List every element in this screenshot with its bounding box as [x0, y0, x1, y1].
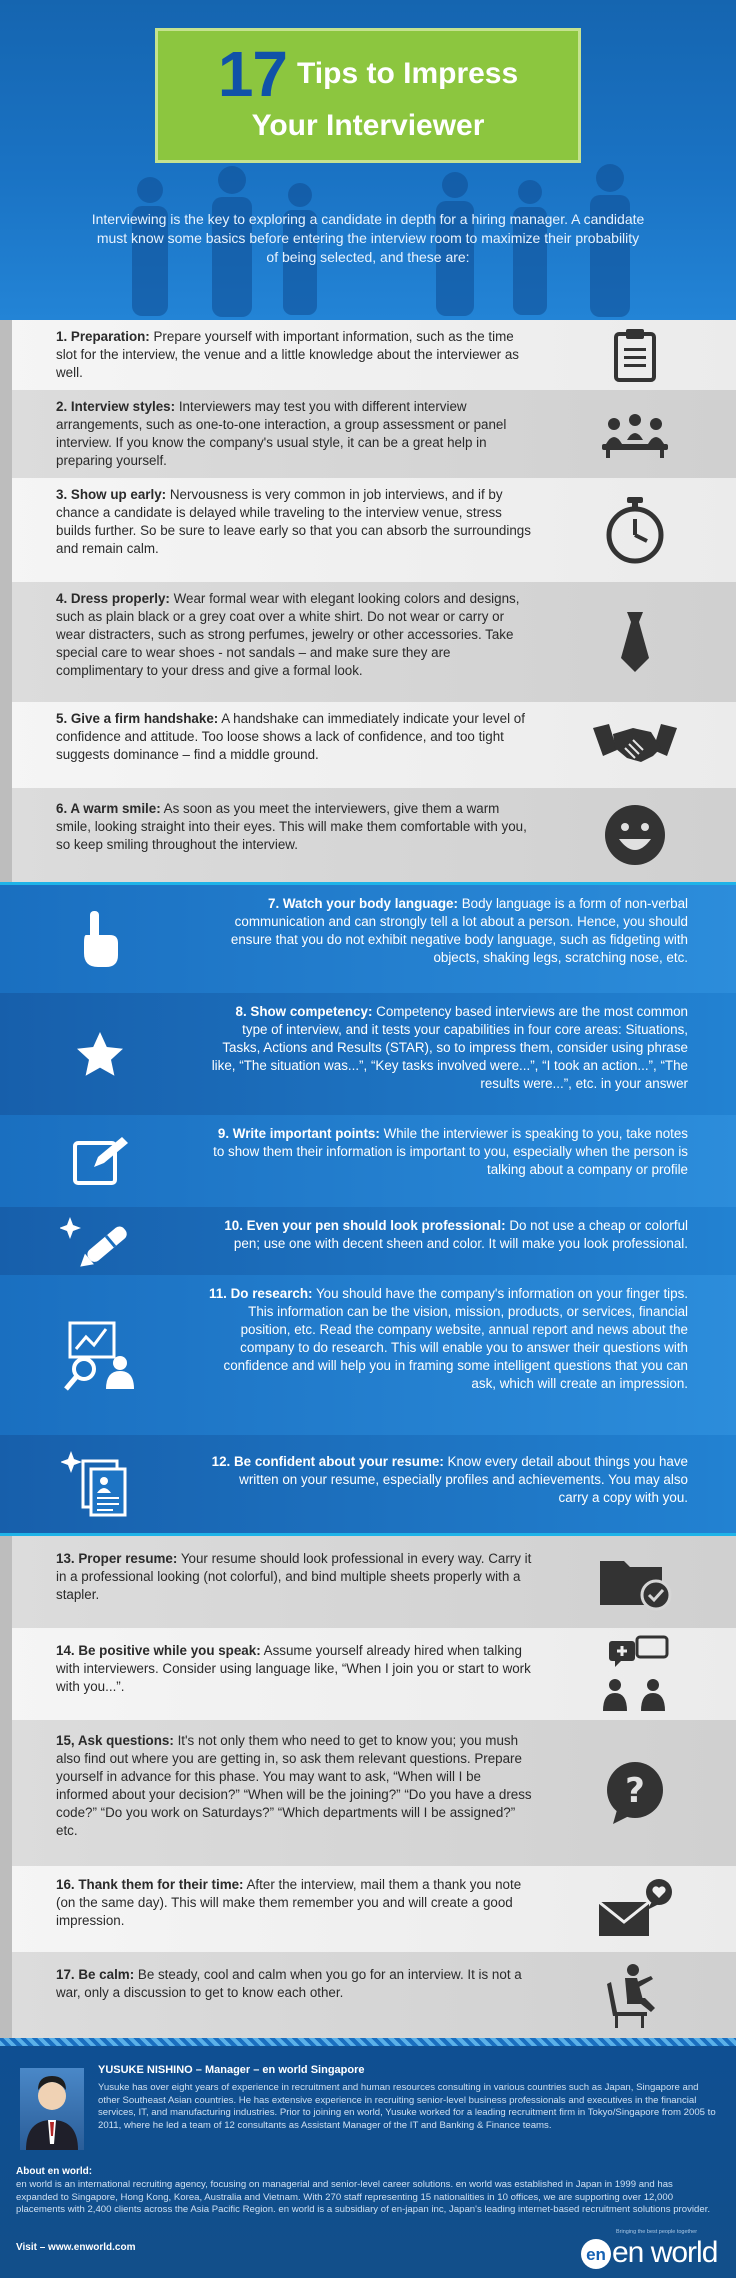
- tip-text: [56, 1550, 536, 1604]
- tip-5: [0, 702, 736, 788]
- tip-title: 8. Show competency:: [235, 1004, 373, 1019]
- tip-body: Nervousness is very common in job interviews, and if by chance a candidate is delayed while traveling to the interview venue, stress builds further. So be sure to leave early so that you can absorb the surroundings and remain calm.: [56, 487, 531, 556]
- smiley-icon: [580, 788, 690, 882]
- tip-title: 6. A warm smile:: [56, 801, 161, 816]
- tip-7: [0, 885, 736, 993]
- panel-interview-icon: [580, 390, 690, 478]
- tip-text: [208, 1003, 688, 1093]
- tip-body: Your resume should look professional in every way. Carry it in a professional looking (not colorful), and bind multiple sheets properly with a stapler.: [56, 1551, 532, 1602]
- tip-body: Do not use a cheap or colorful pen; use one with decent sheen and color. It will make you look professional.: [233, 1218, 688, 1251]
- tip-text: [56, 328, 536, 382]
- tip-title: 16. Thank them for their time:: [56, 1877, 244, 1892]
- tip-2: [0, 390, 736, 478]
- tip-body: Interviewers may test you with different interview arrangements, such as one-to-one interaction, a group assessment or panel interview. If you know the company's usual style, it can be a great help in preparing yourself.: [56, 399, 507, 468]
- conversation-icon: [580, 1628, 690, 1720]
- tip-title: 14. Be positive while you speak:: [56, 1643, 261, 1658]
- tip-body: You should have the company's information on your finger tips. This information can be the vision, mission, products, or services, financial position, etc. Read the company website, annual report and news about the company to do research. This will enable you to answer their questions with confidence and will help you in framing some intelligent questions that you can ask, which will create an impression.: [223, 1286, 688, 1391]
- tip-6: [0, 788, 736, 882]
- tip-body: Prepare yourself with important information, such as the time slot for the interview, the venue and a little knowledge about the interviewer as well.: [56, 329, 519, 380]
- tip-body: Be steady, cool and calm when you go for an interview. It is not a war, only a discussion to get to know each other.: [56, 1967, 522, 2000]
- footer: [0, 2046, 736, 2278]
- tip-body: A handshake can immediately indicate your level of confidence and attitude. Too loose shows a lack of confidence, and too tight suggests dominance – find a middle ground.: [56, 711, 525, 762]
- tip-13: [0, 1536, 736, 1628]
- logo-mark: en: [586, 2245, 606, 2264]
- tip-body: Know every detail about things you have written on your resume, especially profiles and achievements. You may also carry a copy with you.: [239, 1454, 688, 1505]
- intro-text: Interviewing is the key to exploring a candidate in depth for a hiring manager. A candidate must know some basics before entering the interview room to maximize their probability of being selected, and these are:: [91, 211, 645, 265]
- question-bubble-icon: [580, 1720, 690, 1866]
- necktie-icon: [580, 582, 690, 702]
- tip-body: It's not only them who need to get to know you; you mush also find out where you are getting in, so ask them relevant questions. Prepare yourself in advance for this phase. You may want to ask, “When will I be informed about your decision?” “When will be the joining?” “Do you have a dress code?” “Do you work on Saturdays?” “Which departments will I be assigned?” etc.: [56, 1733, 532, 1838]
- tip-15: [0, 1720, 736, 1866]
- stopwatch-icon: [580, 478, 690, 582]
- tip-body: Competency based interviews are the most common type of interview, and it tests your capabilities in four core areas: Situations, Tasks, Actions and Results (STAR), so to impress them, consider using phrase like, “The situation was...”, “Key tasks involved were...”, “I took an action...”, “The results were...”, etc. in your answer: [211, 1004, 688, 1091]
- author-name: YUSUKE NISHINO – Manager – en world Singapore: [98, 2064, 365, 2076]
- research-icon: [40, 1275, 160, 1435]
- tip-1: [0, 320, 736, 390]
- logo-text: en world: [612, 2236, 718, 2269]
- tip-title: 12. Be confident about your resume:: [211, 1454, 444, 1469]
- tip-title: 15, Ask questions:: [56, 1733, 174, 1748]
- tip-text: [56, 486, 536, 558]
- tip-17: [0, 1952, 736, 2038]
- tip-title: 3. Show up early:: [56, 487, 167, 502]
- tip-14: [0, 1628, 736, 1720]
- pen-icon: [40, 1207, 160, 1275]
- title-banner: [155, 28, 581, 163]
- envelope-heart-icon: [580, 1866, 690, 1952]
- folder-check-icon: [580, 1536, 690, 1628]
- hand-gesture-icon: [40, 885, 160, 993]
- title-line-2: Your Interviewer: [251, 109, 485, 142]
- relaxed-person-icon: [580, 1952, 690, 2038]
- tip-text: [56, 1966, 536, 2002]
- tip-16: [0, 1866, 736, 1952]
- tip-title: 9. Write important points:: [217, 1126, 380, 1141]
- handshake-icon: [580, 702, 690, 788]
- footer-stripe: [0, 2038, 736, 2046]
- tip-title: 7. Watch your body language:: [268, 896, 458, 911]
- tip-body: Wear formal wear with elegant looking colors and designs, such as plain black or a grey coat over a white shirt. Do not wear or carry or wear distracters, such as strong perfumes, jewelry or other accessories. Take special care to wear shoes - not sandals – and make sure they are complimentary to your dress and give a formal look.: [56, 591, 520, 678]
- tip-text: [56, 1642, 536, 1696]
- tip-text: [208, 1217, 688, 1253]
- tip-text: [208, 1285, 688, 1393]
- tip-text: [56, 710, 536, 764]
- star-icon: [40, 993, 160, 1115]
- title-line-1: Tips to Impress: [297, 57, 519, 90]
- header: [0, 0, 736, 320]
- tip-11: [0, 1275, 736, 1435]
- tips-list: [0, 320, 736, 2038]
- about-heading: About en world:: [16, 2166, 93, 2177]
- tip-text: [56, 1876, 536, 1930]
- tip-text: [56, 590, 536, 680]
- tip-title: 4. Dress properly:: [56, 591, 170, 606]
- tip-12: [0, 1435, 736, 1533]
- tip-count: 17: [217, 38, 287, 110]
- website-link[interactable]: Visit – www.enworld.com: [16, 2242, 136, 2253]
- tip-text: [56, 800, 536, 854]
- about-text: en world is an international recruiting agency, focusing on managerial and senior-level career solutions. en world was established in Japan in 1999 and has expanded to Singapore, Hong Kong, Korea, Australia and Vietnam. With 270 staff representing 15 nationalities in 10 offices, we are supporting over 12,000 placements with 2,400 clients across the Asia Pacific Region. en world is a subsidiary of en-japan inc, Japan's leading internet-based recruitment solutions provider.: [16, 2179, 711, 2216]
- svg-text:?: ?: [625, 1771, 645, 1811]
- tip-9: [0, 1115, 736, 1207]
- tip-title: 17. Be calm:: [56, 1967, 135, 1982]
- notepad-pen-icon: [40, 1115, 160, 1207]
- logo-tagline: Bringing the best people together: [616, 2229, 698, 2235]
- tip-title: 11. Do research:: [209, 1286, 313, 1301]
- tip-body: While the interviewer is speaking to you, take notes to show them their information is important to you, especially when the person is talking about a company or profile: [213, 1126, 688, 1177]
- tip-text: [208, 1453, 688, 1507]
- author-photo: [20, 2068, 84, 2150]
- tip-text: [56, 1732, 536, 1840]
- tip-4: [0, 582, 736, 702]
- tip-text: [208, 1125, 688, 1179]
- tip-title: 5. Give a firm handshake:: [56, 711, 219, 726]
- tip-text: [56, 398, 536, 470]
- tip-title: 2. Interview styles:: [56, 399, 176, 414]
- tip-8: [0, 993, 736, 1115]
- tip-3: [0, 478, 736, 582]
- tip-10: [0, 1207, 736, 1275]
- tip-body: As soon as you meet the interviewers, give them a warm smile, looking straight into their eyes. This will make them comfortable with you, so keep smiling throughout the interview.: [56, 801, 527, 852]
- author-bio: Yusuke has over eight years of experience in recruitment and human resources consulting in various countries such as Japan, Singapore and other Southeast Asian countries. He has extensive experience in recruiting senior-level business professionals and executives in the financial services, IT, and manufacturing industries. Prior to joining en world, Yusuke worked for a leading recruitment firm in Tokyo/Singapore from 2005 to 2011, where he led a team of 12 consultants as Assistant Manager of the IT and Banking & Finance teams.: [98, 2082, 716, 2131]
- resume-icon: [40, 1435, 160, 1533]
- tip-body: Assume yourself already hired when talking with interviewers. Consider using language like, “When I join you or start to work with you...”.: [56, 1643, 531, 1694]
- tip-text: [208, 895, 688, 967]
- tip-title: 1. Preparation:: [56, 329, 150, 344]
- tip-title: 10. Even your pen should look professional:: [224, 1218, 506, 1233]
- tip-body: After the interview, mail them a thank you note (on the same day). This will make them remember you and will create a good impression.: [56, 1877, 522, 1928]
- tip-body: Body language is a form of non-verbal communication and can strongly tell a lot about a person. Hence, you should ensure that you do not exhibit negative body language, such as fidgeting with objects, shaking legs, scratching nose, etc.: [230, 896, 688, 965]
- clipboard-icon: [580, 320, 690, 390]
- tip-title: 13. Proper resume:: [56, 1551, 178, 1566]
